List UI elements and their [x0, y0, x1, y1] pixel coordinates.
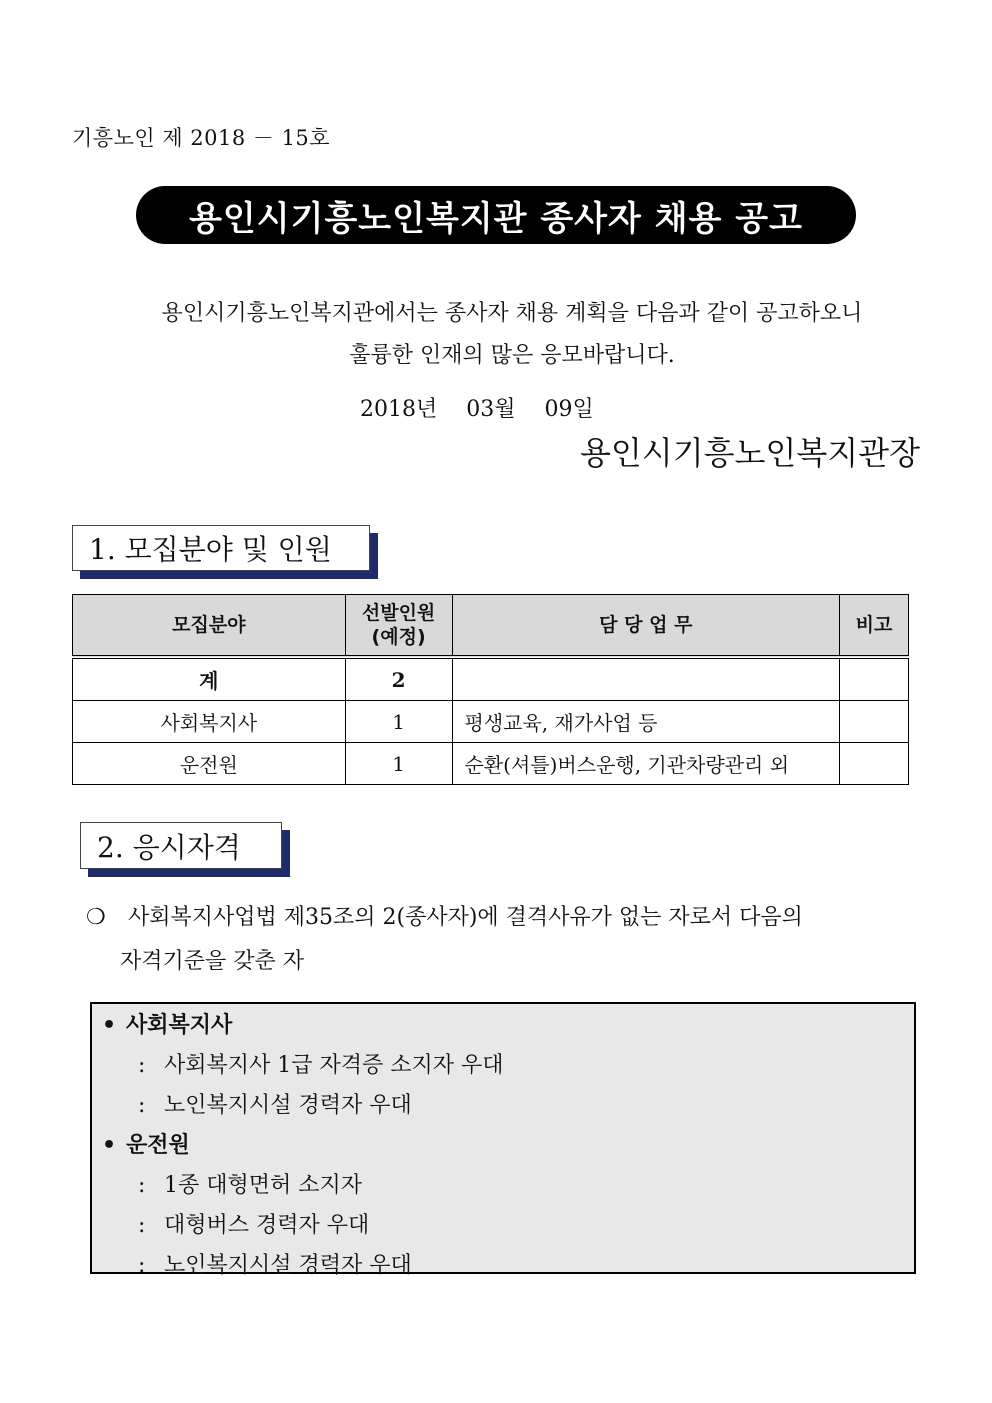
qualification-criteria-box	[90, 1002, 916, 1278]
row-count: 2	[345, 657, 452, 701]
criteria-text: 노인복지시설 경력자 우대	[164, 1253, 412, 1278]
row-count: 1	[345, 701, 452, 743]
criteria-item: : 1종 대형면허 소지자	[138, 1173, 362, 1198]
section-2-heading	[80, 822, 282, 869]
section-2-heading-text: 2. 응시자격	[97, 830, 241, 864]
category-name: 사회복지사	[126, 1013, 233, 1038]
row-field: 계	[73, 657, 346, 701]
criteria-text: 노인복지시설 경력자 우대	[164, 1093, 412, 1118]
table-row	[73, 743, 909, 785]
criteria-text: 대형버스 경력자 우대	[164, 1213, 370, 1238]
qualification-line-1: 사회복지사업법 제35조의 2(종사자)에 결격사유가 없는 자로서 다음의	[128, 905, 803, 930]
row-note	[840, 657, 909, 701]
criteria-item: : 대형버스 경력자 우대	[138, 1213, 370, 1238]
bullet-icon: •	[102, 1133, 117, 1158]
bullet-icon: •	[102, 1013, 117, 1038]
circle-bullet-icon: ❍	[86, 905, 106, 930]
table-row	[73, 657, 909, 701]
announcement-date: 2018년 03월 09일	[360, 397, 594, 422]
row-field: 사회복지사	[73, 701, 346, 743]
table-row	[73, 701, 909, 743]
page-title: 용인시기흥노인복지관 종사자 채용 공고	[189, 198, 803, 239]
recruitment-table	[72, 594, 909, 785]
row-note	[840, 701, 909, 743]
header-count: 선발인원 (예정)	[345, 595, 452, 658]
row-duty	[452, 657, 840, 701]
row-note	[840, 743, 909, 785]
qualification-line-2: 자격기준을 갖춘 자	[120, 949, 305, 974]
criteria-text: 1종 대형면허 소지자	[164, 1173, 362, 1198]
criteria-text: 사회복지사 1급 자격증 소지자 우대	[164, 1053, 504, 1078]
section-1-heading-text: 1. 모집분야 및 인원	[89, 533, 332, 566]
title-banner	[136, 186, 856, 244]
row-duty: 순환(셔틀)버스운행, 기관차량관리 외	[452, 743, 840, 785]
criteria-item: : 노인복지시설 경력자 우대	[138, 1253, 412, 1278]
intro-line-2: 훌륭한 인재의 많은 응모바랍니다.	[349, 343, 675, 368]
row-duty: 평생교육, 재가사업 등	[452, 701, 840, 743]
header-duty: 담 당 업 무	[452, 595, 840, 658]
header-field: 모집분야	[73, 595, 346, 658]
signer: 용인시기흥노인복지관장	[579, 434, 920, 472]
criteria-item: : 사회복지사 1급 자격증 소지자 우대	[138, 1053, 504, 1078]
section-1-heading	[72, 525, 370, 571]
intro-line-1: 용인시기흥노인복지관에서는 종사자 채용 계획을 다음과 같이 공고하오니	[161, 301, 863, 326]
category-heading	[102, 1126, 914, 1166]
category-heading	[102, 1006, 914, 1046]
document-number: 기흥노인 제 2018 － 15호	[72, 126, 331, 150]
row-count: 1	[345, 743, 452, 785]
criteria-item: : 노인복지시설 경력자 우대	[138, 1093, 412, 1118]
row-field: 운전원	[73, 743, 346, 785]
category-name: 운전원	[126, 1133, 190, 1158]
qualification-statement	[86, 896, 906, 984]
header-note: 비고	[840, 595, 909, 658]
table-header-row	[73, 595, 909, 658]
